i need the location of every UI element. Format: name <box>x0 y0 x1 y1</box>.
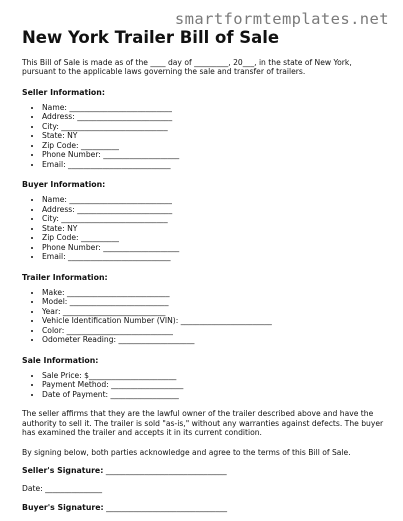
seller-field-list <box>22 103 384 170</box>
sale-price-field: • Sale Price: $_______________________ <box>42 371 384 381</box>
buyer-city-field: • City: ____________________________ <box>42 214 384 224</box>
seller-signature-row <box>22 466 384 476</box>
trailer-model-field: • Model: __________________________ <box>42 297 384 307</box>
buyer-zip-field: • Zip Code: __________ <box>42 233 384 243</box>
buyer-address-field: • Address: _________________________ <box>42 205 384 215</box>
seller-heading: Seller Information: <box>22 87 105 97</box>
payment-method-field: • Payment Method: ___________________ <box>42 380 384 390</box>
sale-heading: Sale Information: <box>22 355 99 365</box>
trailer-vin-field: • Vehicle Identification Number (VIN): ________________________ <box>42 316 384 326</box>
trailer-field-list <box>22 288 384 345</box>
buyer-phone-field: • Phone Number: ____________________ <box>42 243 384 253</box>
seller-email-field: • Email: ___________________________ <box>42 160 384 170</box>
seller-signature-label: Seller's Signature: <box>22 465 104 475</box>
seller-phone-field: • Phone Number: ____________________ <box>42 150 384 160</box>
seller-city-field: • City: ____________________________ <box>42 122 384 132</box>
affirmation-paragraph: The seller affirms that they are the lawful owner of the trailer described above and have the authority to sell it. The trailer is sold "as-is," without any warranties against defects. The buyer has examined the trailer and accepts it in its current condition. <box>22 409 384 438</box>
seller-date-row: Date: _______________ <box>22 483 103 493</box>
buyer-email-field: • Email: ___________________________ <box>42 252 384 262</box>
seller-zip-field: • Zip Code: __________ <box>42 141 384 151</box>
buyer-state-field: • State: NY <box>42 224 384 234</box>
buyer-name-field: • Name: ___________________________ <box>42 195 384 205</box>
trailer-year-field: • Year: ___________________________ <box>42 307 384 317</box>
agreement-paragraph: By signing below, both parties acknowledge and agree to the terms of this Bill of Sale. <box>22 447 351 457</box>
sale-field-list <box>22 371 384 400</box>
trailer-heading: Trailer Information: <box>22 272 108 282</box>
seller-state-field: • State: NY <box>42 131 384 141</box>
payment-date-field: • Date of Payment: __________________ <box>42 390 384 400</box>
trailer-odometer-field: • Odometer Reading: ____________________ <box>42 335 384 345</box>
bill-of-sale-document <box>22 28 384 513</box>
intro-paragraph: This Bill of Sale is made as of the ____ day of _________, 20___, in the state of New York, pursuant to the applicable laws governing the sale and transfer of trailers. <box>22 58 352 77</box>
seller-signature-line: _______________________________ <box>105 465 227 475</box>
seller-name-field: • Name: ___________________________ <box>42 103 384 113</box>
buyer-field-list <box>22 195 384 262</box>
seller-address-field: • Address: _________________________ <box>42 112 384 122</box>
buyer-signature-label: Buyer's Signature: <box>22 502 104 512</box>
buyer-heading: Buyer Information: <box>22 180 106 190</box>
trailer-color-field: • Color: ____________________________ <box>42 326 384 336</box>
trailer-make-field: • Make: ___________________________ <box>42 288 384 298</box>
buyer-signature-line: _______________________________ <box>106 502 228 512</box>
site-watermark: smartformtemplates.net <box>174 10 389 28</box>
buyer-signature-row <box>22 503 384 513</box>
document-title: New York Trailer Bill of Sale <box>22 28 280 47</box>
